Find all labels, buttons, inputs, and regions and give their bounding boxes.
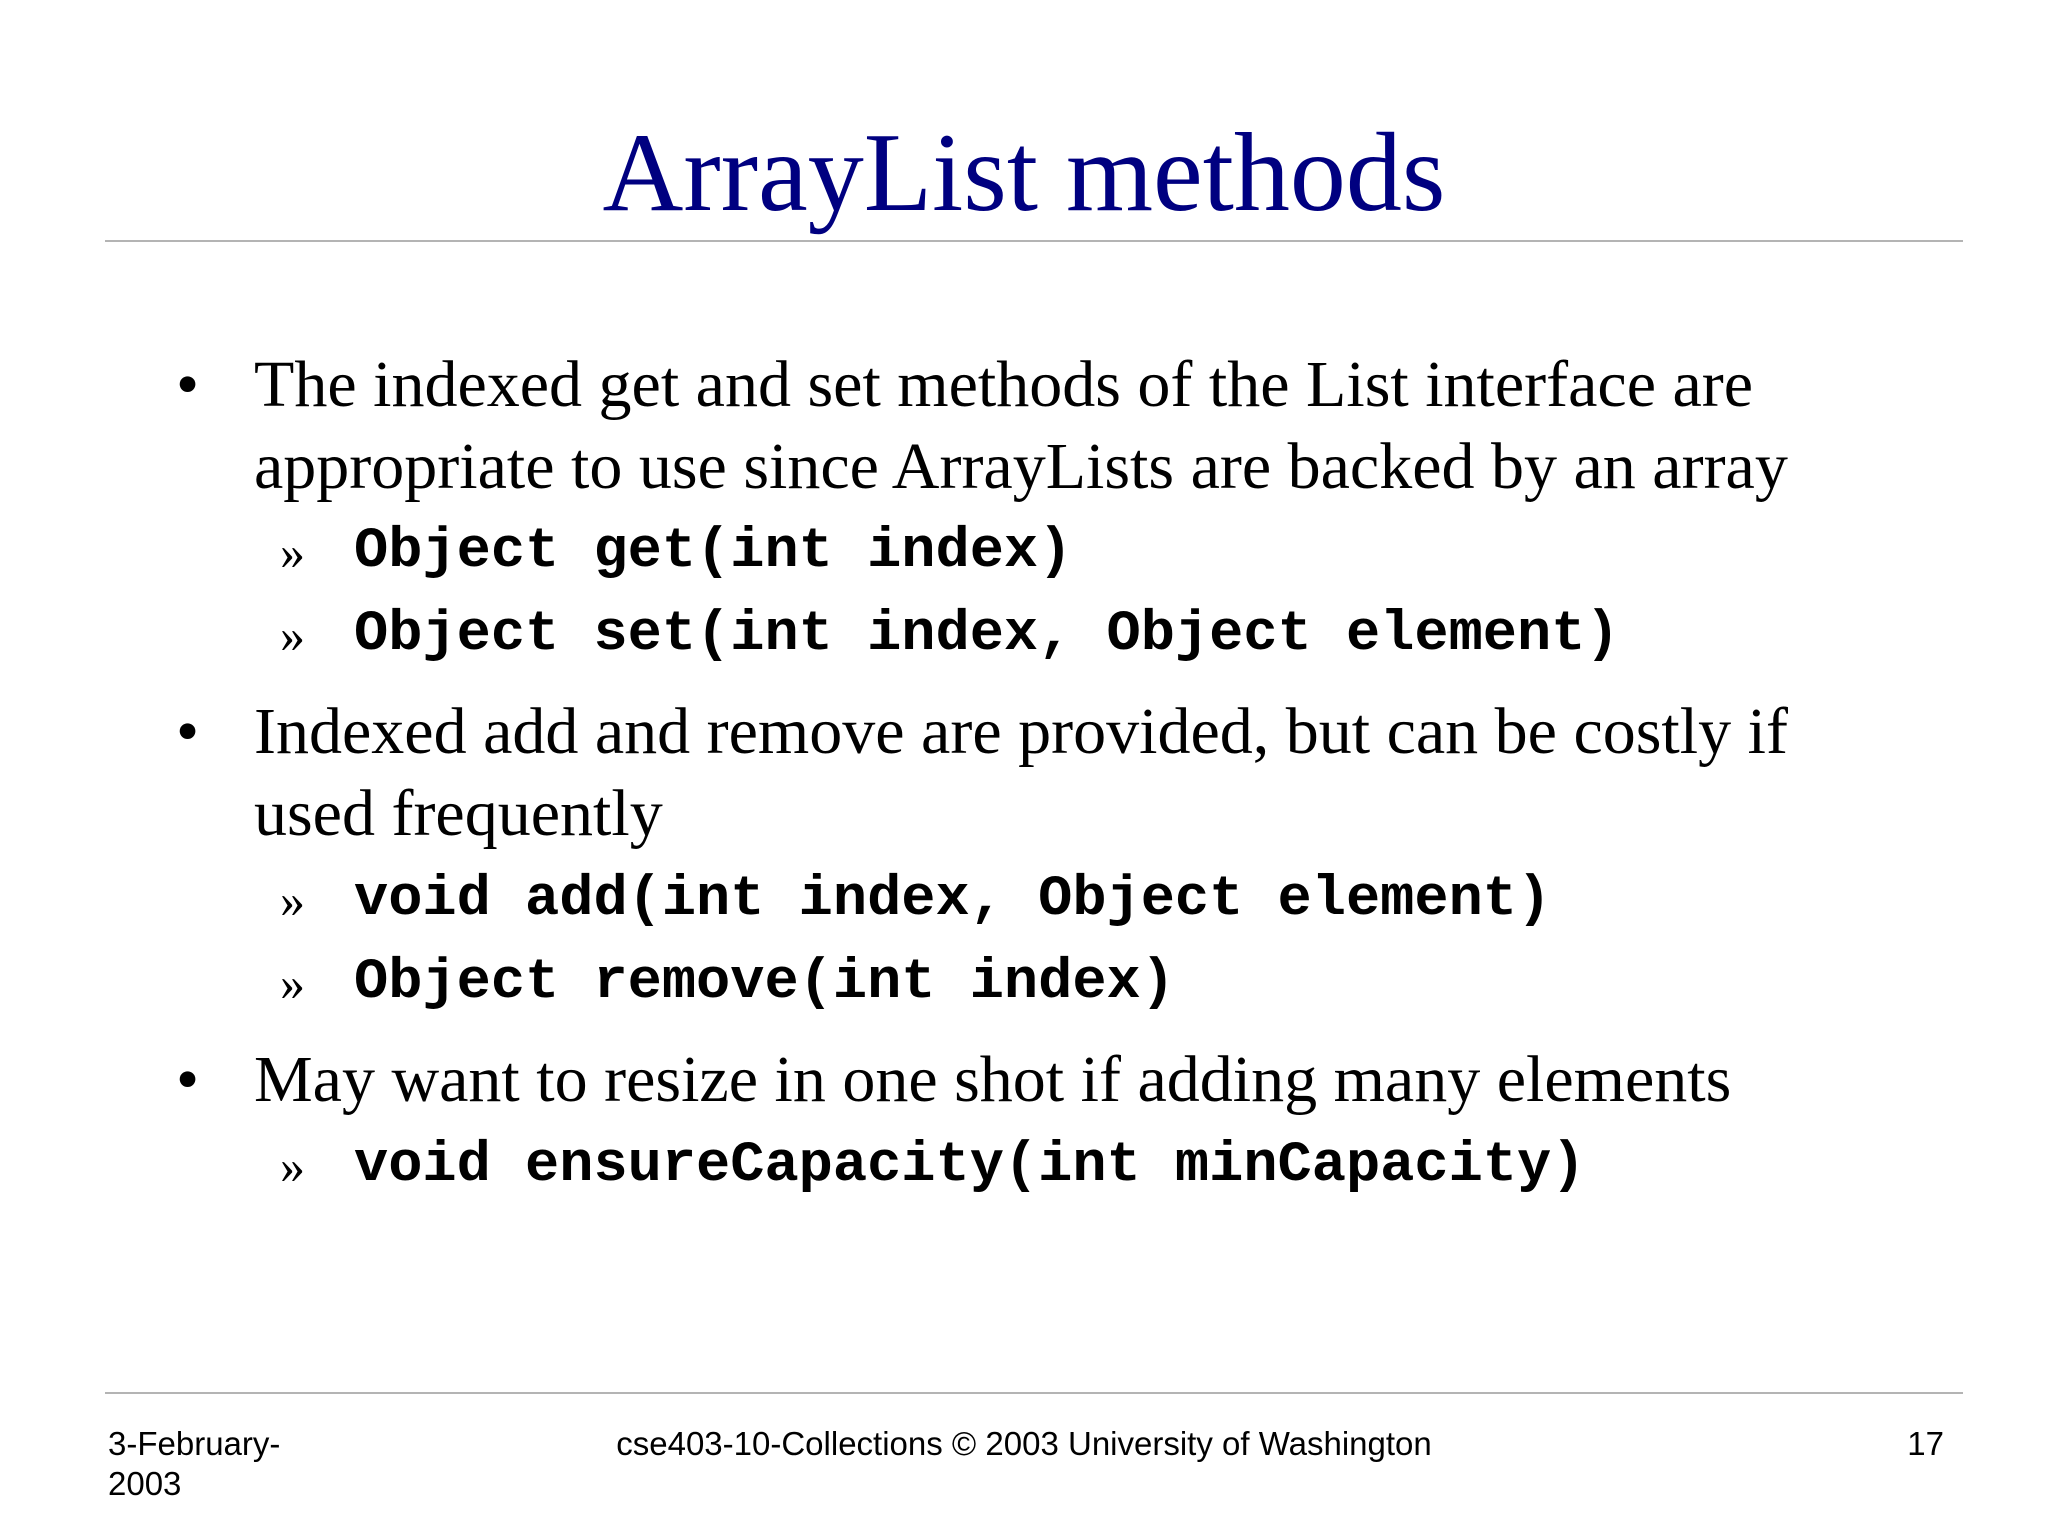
bullet-marker: •: [176, 348, 200, 421]
bullet-1-line-1: The indexed get and set methods of the List interface are: [254, 348, 1754, 421]
page-number: 17: [1907, 1425, 1944, 1462]
bullet-marker: •: [176, 1043, 200, 1116]
code-get: Object get(int index): [354, 520, 1073, 584]
code-add: void add(int index, Object element): [354, 868, 1552, 932]
sub-bullet-marker: »: [280, 872, 305, 928]
code-ensure-capacity: void ensureCapacity(int minCapacity): [354, 1134, 1586, 1198]
footer-date: 3-February-2003: [108, 1425, 281, 1502]
bullet-2-line-1: Indexed add and remove are provided, but can be costly if: [254, 695, 1788, 768]
footer-course-copyright: cse403-10-Collections © 2003 University of Washington: [616, 1425, 1432, 1462]
slide-title: ArrayList methods: [602, 111, 1446, 235]
sub-bullet-marker: »: [280, 524, 305, 580]
sub-bullet-marker: »: [280, 607, 305, 663]
sub-bullet-marker: »: [280, 955, 305, 1011]
bullet-1-line-2: appropriate to use since ArrayLists are backed by an array: [254, 430, 1788, 503]
sub-bullet-marker: »: [280, 1138, 305, 1194]
bullet-marker: •: [176, 695, 200, 768]
code-set: Object set(int index, Object element): [354, 603, 1620, 667]
bullet-3-line-1: May want to resize in one shot if adding many elements: [254, 1043, 1732, 1116]
footer-divider: [105, 1392, 1963, 1394]
title-divider: [105, 240, 1963, 242]
bullet-2-line-2: used frequently: [254, 777, 663, 850]
code-remove: Object remove(int index): [354, 951, 1175, 1015]
